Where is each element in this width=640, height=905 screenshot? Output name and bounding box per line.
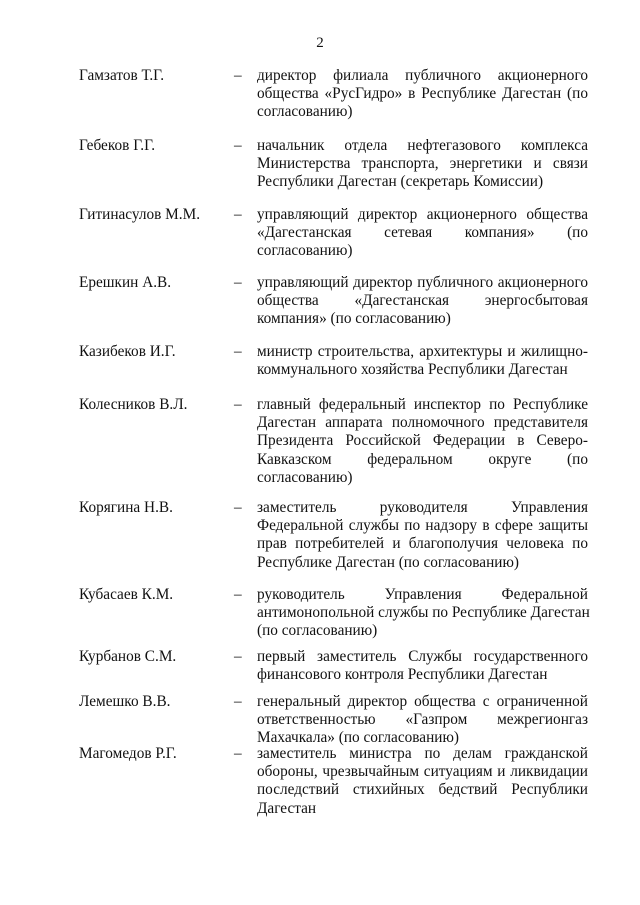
member-name: Колесников В.Л. xyxy=(79,396,188,413)
member-position xyxy=(257,396,588,487)
position-line: коммунального хозяйства Республики Дагестан xyxy=(257,361,568,379)
dash-separator: – xyxy=(234,343,242,360)
position-line: директор филиала публичного акционерного xyxy=(257,67,588,84)
dash-separator: – xyxy=(234,137,242,154)
member-name: Казибеков И.Г. xyxy=(79,343,176,360)
dash-separator: – xyxy=(234,693,242,710)
page-number: 2 xyxy=(316,35,324,51)
position-line: общества «Дагестанская энергосбытовая xyxy=(257,292,588,310)
member-position xyxy=(257,274,588,329)
position-line: согласованию) xyxy=(257,468,353,486)
position-line: ответственностью «Газпром межрегионгаз xyxy=(257,711,588,729)
dash-separator: – xyxy=(234,67,242,84)
dash-separator: – xyxy=(234,274,242,291)
member-position xyxy=(257,693,588,748)
member-name: Корягина Н.В. xyxy=(79,499,173,516)
member-name: Гитинасулов М.М. xyxy=(79,206,201,223)
position-line: генеральный директор общества с ограниченной xyxy=(257,693,588,710)
member-position xyxy=(257,586,588,641)
dash-separator: – xyxy=(234,648,242,665)
position-line: Федеральной службы по надзору в сфере защиты xyxy=(257,517,588,535)
position-line: Махачкала» (по согласованию) xyxy=(257,729,459,747)
member-name: Курбанов С.М. xyxy=(79,648,177,665)
dash-separator: – xyxy=(234,396,242,413)
member-position xyxy=(257,137,588,192)
position-line: Президента Российской Федерации в Северо- xyxy=(257,432,588,450)
position-line: заместитель министра по делам гражданской xyxy=(257,745,588,762)
position-line: Кавказском федеральном округе (по xyxy=(257,450,588,468)
member-position xyxy=(257,648,588,684)
member-name: Магомедов Р.Г. xyxy=(79,745,177,762)
position-line: согласованию) xyxy=(257,103,353,121)
position-line: прав потребителей и благополучия человека по xyxy=(257,535,588,553)
dash-separator: – xyxy=(234,745,242,762)
dash-separator: – xyxy=(234,499,242,516)
member-name: Лемешко В.В. xyxy=(79,693,171,710)
position-line: главный федеральный инспектор по Республике xyxy=(257,396,588,413)
member-name: Гамзатов Т.Г. xyxy=(79,67,165,84)
position-line: Республики Дагестан (секретарь Комиссии) xyxy=(257,173,544,191)
position-line: общества «РусГидро» в Республике Дагестан (по xyxy=(257,85,588,103)
position-line: согласованию) xyxy=(257,242,353,260)
dash-separator: – xyxy=(234,206,242,223)
position-line: управляющий директор публичного акционерного xyxy=(257,274,588,291)
position-line: Республике Дагестан (по согласованию) xyxy=(257,553,519,571)
position-line: начальник отдела нефтегазового комплекса xyxy=(257,137,588,154)
dash-separator: – xyxy=(234,586,242,603)
position-line: компания» (по согласованию) xyxy=(257,310,451,328)
position-line: финансового контроля Республики Дагестан xyxy=(257,666,548,684)
position-line: Дагестан аппарата полномочного представителя xyxy=(257,414,588,432)
position-line: управляющий директор акционерного общества xyxy=(257,206,588,223)
member-position xyxy=(257,745,588,818)
member-position xyxy=(257,343,588,379)
position-line: первый заместитель Службы государственного xyxy=(257,648,588,665)
position-line: руководитель Управления Федеральной xyxy=(257,586,588,603)
position-line: Дагестан xyxy=(257,799,317,817)
member-position xyxy=(257,499,588,572)
position-line: антимонопольной службы по Республике Дагестан xyxy=(257,604,590,622)
member-name: Гебеков Г.Г. xyxy=(79,137,156,154)
position-line: министр строительства, архитектуры и жилищно- xyxy=(257,343,588,360)
position-line: «Дагестанская сетевая компания» (по xyxy=(257,224,588,242)
member-position xyxy=(257,206,588,261)
member-name: Ерешкин А.В. xyxy=(79,274,172,291)
member-position xyxy=(257,67,588,122)
position-line: (по согласованию) xyxy=(257,622,378,640)
position-line: обороны, чрезвычайным ситуациям и ликвидации xyxy=(257,763,588,781)
position-line: Министерства транспорта, энергетики и связи xyxy=(257,155,588,173)
member-name: Кубасаев К.М. xyxy=(79,586,174,603)
position-line: последствий стихийных бедствий Республики xyxy=(257,781,588,799)
position-line: заместитель руководителя Управления xyxy=(257,499,588,516)
